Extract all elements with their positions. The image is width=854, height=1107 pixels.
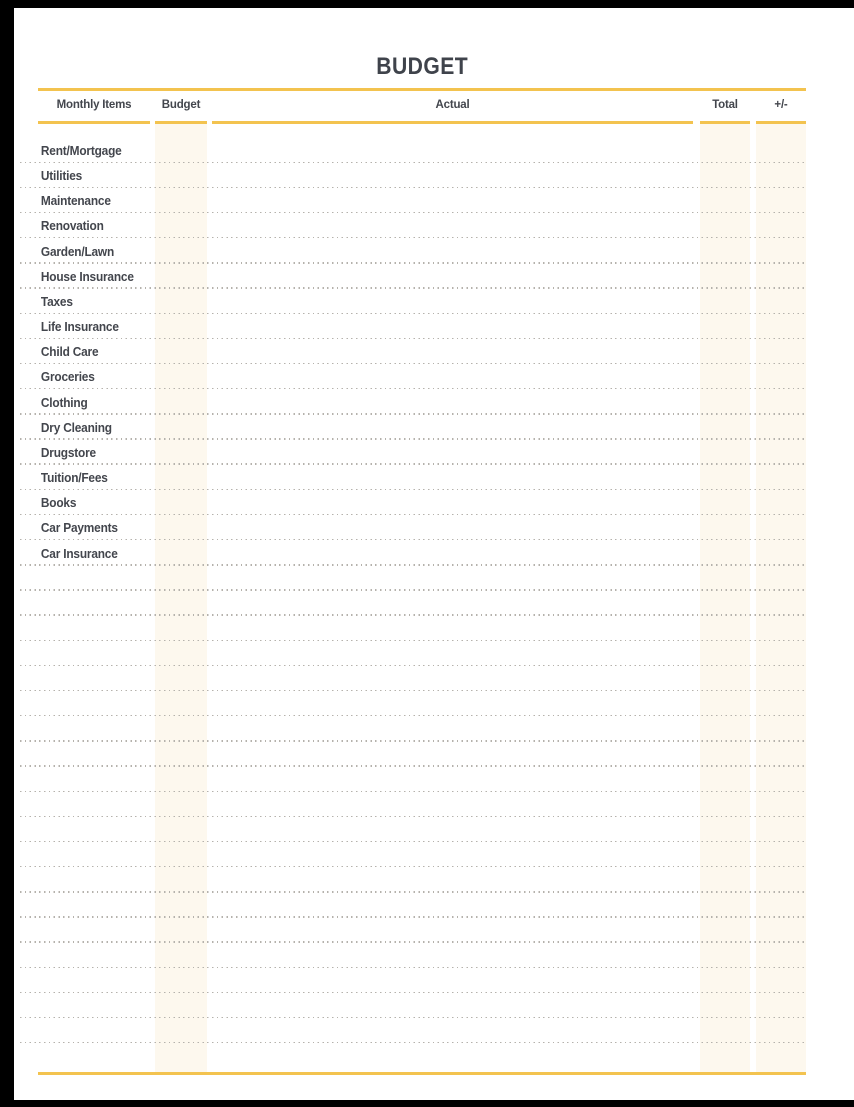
table-row-empty [20, 767, 806, 792]
table-row-empty [20, 918, 806, 943]
row-label: Clothing [40, 395, 88, 410]
bottom-rule [38, 1072, 806, 1075]
row-label: Renovation [40, 219, 104, 234]
table-row [20, 440, 806, 465]
table-row-empty [20, 716, 806, 741]
column-header-plus-minus: +/- [774, 99, 788, 111]
column-header-actual: Actual [435, 99, 470, 111]
table-row-empty [20, 867, 806, 892]
table-row [20, 515, 806, 540]
table-row [20, 339, 806, 364]
table-row-empty [20, 893, 806, 918]
table-row [20, 238, 806, 263]
table-row [20, 163, 806, 188]
table-row-empty [20, 792, 806, 817]
table-row [20, 264, 806, 289]
row-label: Maintenance [40, 194, 111, 209]
table-row [20, 490, 806, 515]
row-label: Utilities [40, 169, 83, 184]
table-row-empty [20, 691, 806, 716]
table-header-row [14, 90, 854, 121]
row-label: Tuition/Fees [40, 471, 108, 486]
table-row-empty [20, 993, 806, 1018]
table-body [20, 124, 806, 1072]
table-row-empty [20, 641, 806, 666]
table-row [20, 389, 806, 414]
row-label: Car Insurance [40, 546, 118, 561]
table-row [20, 314, 806, 339]
column-header-monthly-items: Monthly Items [56, 99, 132, 111]
table-row-empty [20, 566, 806, 591]
row-label: Books [40, 496, 77, 511]
column-header-budget: Budget [161, 99, 201, 111]
budget-template-page [14, 8, 854, 1100]
table-row [20, 364, 806, 389]
table-row-empty [20, 742, 806, 767]
row-label: Dry Cleaning [40, 420, 112, 435]
table-row-empty [20, 1043, 806, 1071]
table-row [20, 415, 806, 440]
column-header-total: Total [712, 99, 738, 111]
table-row [20, 465, 806, 490]
table-row [20, 289, 806, 314]
row-label: Drugstore [40, 445, 96, 460]
row-label: House Insurance [40, 269, 134, 284]
table-row [20, 213, 806, 238]
row-label: Taxes [40, 294, 73, 309]
table-row [20, 124, 806, 164]
table-row-empty [20, 591, 806, 616]
table-row-empty [20, 842, 806, 867]
table-row-empty [20, 616, 806, 641]
row-label: Car Payments [40, 521, 118, 536]
page-title-text: BUDGET [376, 53, 468, 80]
table-row-empty [20, 943, 806, 968]
table-row [20, 188, 806, 213]
row-label: Groceries [40, 370, 95, 385]
table-row-empty [20, 817, 806, 842]
page-title [38, 53, 806, 81]
table-row-empty [20, 1018, 806, 1043]
row-label: Garden/Lawn [40, 244, 115, 259]
table-row [20, 540, 806, 565]
table-row-empty [20, 666, 806, 691]
row-label: Child Care [40, 345, 99, 360]
row-label: Life Insurance [40, 320, 119, 335]
table-row-empty [20, 968, 806, 993]
row-label: Rent/Mortgage [40, 144, 122, 158]
